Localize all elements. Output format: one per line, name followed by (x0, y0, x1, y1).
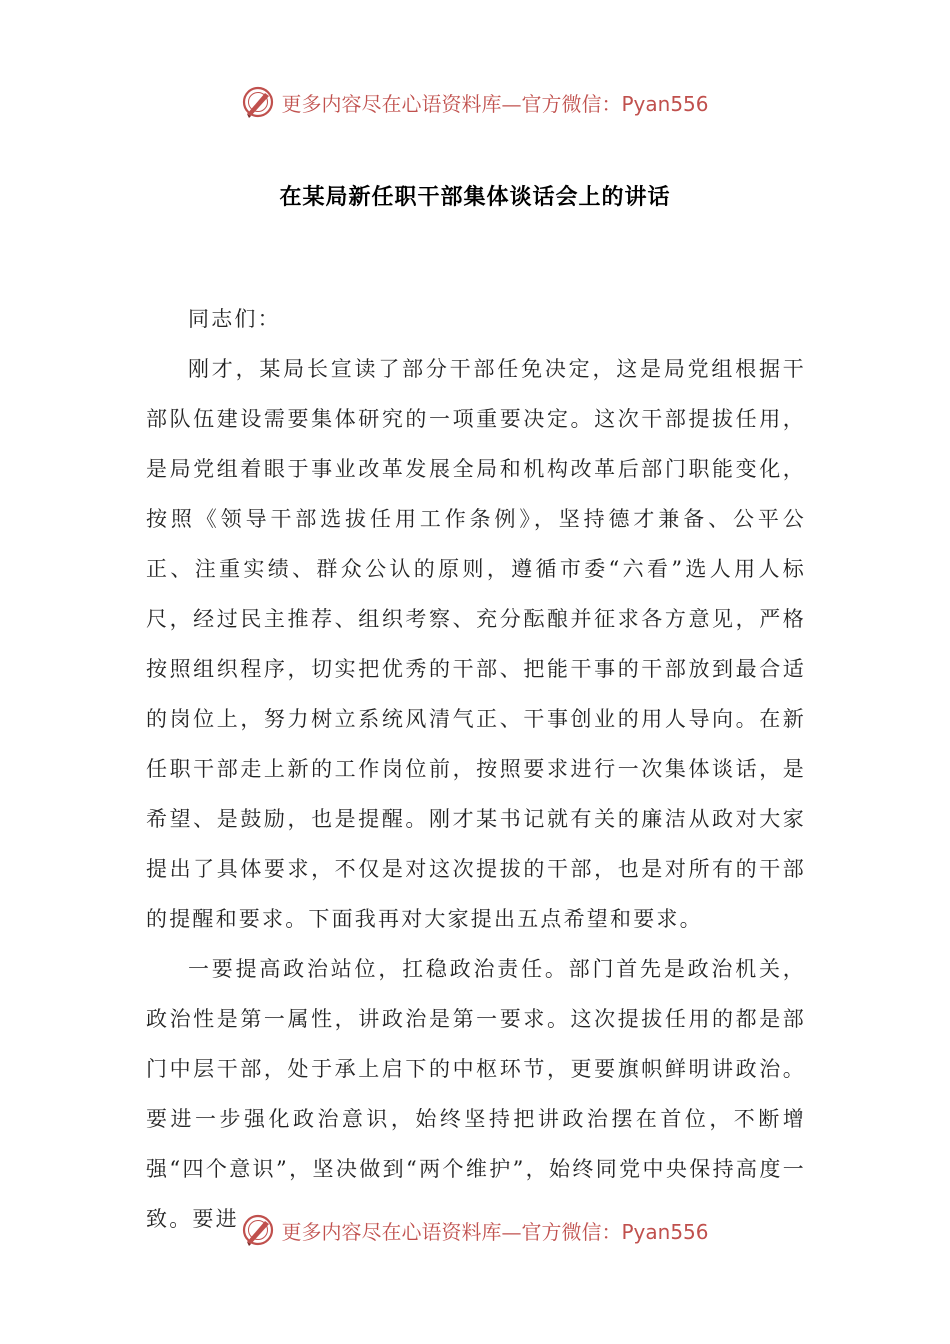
pen-logo-icon (241, 85, 275, 119)
paragraph: 一要提高政治站位，扛稳政治责任。部门首先是政治机关，政治性是第一属性，讲政治是第一要求。这次提拔任用的都是部门中层干部，处于承上启下的中枢环节，更要旗帜鲜明讲政治。要进一步强化政治意识，始终坚持把讲政治摆在首位，不断增强“四个意识”，坚决做到“两个维护”，始终同党中央保持高度一致。要进 (146, 957, 806, 1231)
watermark-wechat-id: Pyan556 (621, 91, 709, 116)
watermark-wechat-id: Pyan556 (621, 1219, 709, 1244)
header-watermark (0, 80, 950, 124)
footer-watermark (0, 1208, 950, 1252)
watermark-text: 更多内容尽在心语资料库—官方微信： (281, 1219, 622, 1244)
paragraph: 刚才，某局长宣读了部分干部任免决定，这是局党组根据干部队伍建设需要集体研究的一项重要决定。这次干部提拔任用，是局党组着眼于事业改革发展全局和机构改革后部门职能变化，按照《领导干部选拔任用工作条例》，坚持德才兼备、公平公正、注重实绩、群众公认的原则，遵循市委“六看”选人用人标尺，经过民主推荐、组织考察、充分酝酿并征求各方意见，严格按照组织程序，切实把优秀的干部、把能干事的干部放到最合适的岗位上，努力树立系统风清气正、干事创业的用人导向。在新任职干部走上新的工作岗位前，按照要求进行一次集体谈话，是希望、是鼓励，也是提醒。刚才某书记就有关的廉洁从政对大家提出了具体要求，不仅是对这次提拔的干部，也是对所有的干部的提醒和要求。下面我再对大家提出五点希望和要求。 (146, 357, 806, 931)
document-title: 在某局新任职干部集体谈话会上的讲话 (279, 185, 671, 210)
pen-logo-icon (241, 1213, 275, 1247)
document-body (146, 294, 806, 1244)
salutation: 同志们： (188, 307, 281, 331)
watermark-text: 更多内容尽在心语资料库—官方微信： (281, 91, 622, 116)
